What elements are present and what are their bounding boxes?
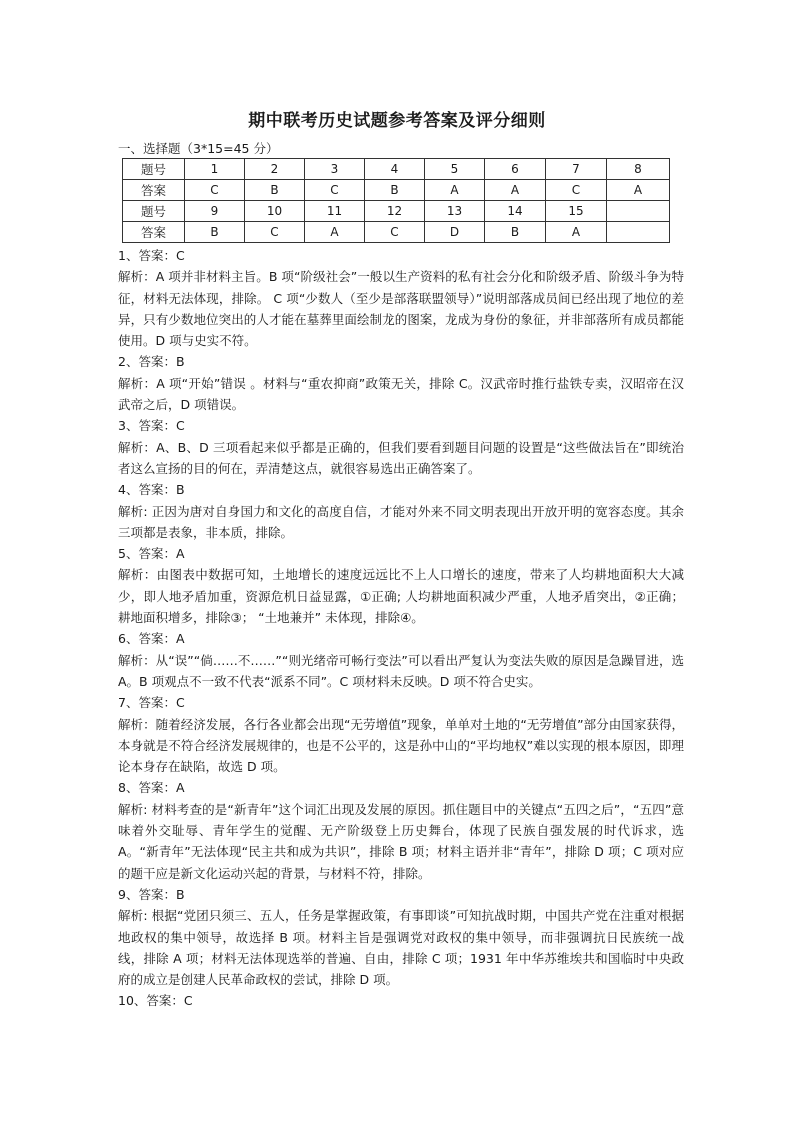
explanation-paragraph: 解析：由图表中数据可知，土地增长的速度远远比不上人口增长的速度，带来了人均耕地面积大大减少，即人地矛盾加重，资源危机日益显露，①正确; 人均耕地面积减少严重，人地矛盾突出，②正确；耕地面积增多，排除③； “土地兼并” 未体现，排除④。 [118,567,684,626]
table-cell: 12 [365,201,425,222]
table-cell: C [185,180,245,201]
table-cell: B [365,180,425,201]
table-cell: 8 [607,159,670,180]
table-cell: B [485,222,546,243]
table-cell: 4 [365,159,425,180]
table-row [123,180,670,201]
explanation-paragraph: 解析：A 项并非材料主旨。B 项“阶级社会”一般以生产资料的私有社会分化和阶级矛盾、阶级斗争为特征，材料无法体现，排除。 C 项“少数人（至少是部落联盟领导）”说明部落成员间已经出现了地位的差异，只有少数地位突出的人才能在墓葬里面绘制龙的图案，龙成为身份的象征，并非部落所有成员都能使用。D 项与史实不符。 [118,269,684,349]
answer-line: 9、答案：B [118,886,185,902]
table-row-header: 题号 [123,201,185,222]
table-cell: 9 [185,201,245,222]
table-cell: A [546,222,607,243]
table-cell: A [607,180,670,201]
explanation-paragraph: 解析：随着经济发展，各行各业都会出现“无劳增值”现象，单单对土地的“无劳增值”部分由国家获得，本身就是不符合经济发展规律的，也是不公平的，这是孙中山的“平均地权”难以实现的根本原因，即理论本身存在缺陷，故选 D 项。 [118,716,684,775]
section-heading: 一、选择题（3*15=45 分） [118,141,279,156]
table-cell: 1 [185,159,245,180]
table-cell [607,222,670,243]
table-cell: 10 [245,201,305,222]
answer-line: 4、答案：B [118,482,185,498]
table-cell: C [245,222,305,243]
table-cell: 5 [425,159,485,180]
explanation-paragraph: 解析: 正因为唐对自身国力和文化的高度自信，才能对外来不同文明表现出开放开明的宽容态度。其余三项都是表象，非本质，排除。 [118,503,684,540]
table-cell: A [305,222,365,243]
table-cell: B [245,180,305,201]
table-row-header: 题号 [123,159,185,180]
table-cell: 14 [485,201,546,222]
table-cell [607,201,670,222]
answer-line: 7、答案：C [118,695,185,711]
explanation-paragraph: 解析：A 项“开始”错误 。材料与“重农抑商”政策无关，排除 C。汉武帝时推行盐铁专卖，汉昭帝在汉武帝之后，D 项错误。 [118,375,684,413]
table-cell: 15 [546,201,607,222]
table-cell: C [546,180,607,201]
table-cell: A [485,180,546,201]
answer-explanations [118,245,684,1012]
table-cell: C [365,222,425,243]
table-cell: C [305,180,365,201]
explanation-paragraph: 解析：从“误”“倘……不……”“则光绪帝可畅行变法”可以看出严复认为变法失败的原因是急躁冒进，选 A。B 项观点不一致不代表“派系不同”。C 项材料未反映。D 项不符合史实。 [118,652,684,689]
table-cell: 13 [425,201,485,222]
page-title: 期中联考历史试题参考答案及评分细则 [248,111,546,131]
table-row [123,159,670,180]
answer-line: 8、答案：A [118,780,185,796]
table-cell: 6 [485,159,546,180]
table-cell: A [425,180,485,201]
table-cell: 7 [546,159,607,180]
answer-line: 3、答案：C [118,418,185,434]
table-cell: 3 [305,159,365,180]
table-row-header: 答案 [123,222,185,243]
answer-key-table [122,158,670,243]
table-row [123,201,670,222]
table-cell: 11 [305,201,365,222]
table-cell: D [425,222,485,243]
answer-line: 2、答案：B [118,354,185,370]
explanation-paragraph: 解析: 根据“党团只须三、五人，任务是掌握政策，有事即谈”可知抗战时期，中国共产党在注重对根据地政权的集中领导，故选择 B 项。材料主旨是强调党对政权的集中领导，而非强调抗日民族统一战线，排除 A 项；材料无法体现选举的普遍、自由，排除 C 项；1931 年中华苏维埃共和国临时中央政府的成立是创建人民革命政权的尝试，排除 D 项。 [118,908,684,988]
table-row [123,222,670,243]
answer-line: 1、答案：C [118,248,185,263]
explanation-paragraph: 解析：A、B、D 三项看起来似乎都是正确的，但我们要看到题目问题的设置是“这些做法旨在”即统治者这么宣扬的目的何在，弄清楚这点，就很容易选出正确答案了。 [118,439,684,476]
table-cell: 2 [245,159,305,180]
explanation-paragraph: 解析: 材料考查的是“新青年”这个词汇出现及发展的原因。抓住题目中的关键点“五四之后”，“五四”意味着外交耻辱、青年学生的觉醒、无产阶级登上历史舞台，体现了民族自强发展的时代诉求，选 A。“新青年”无法体现“民主共和成为共识”，排除 B 项；材料主语并非“青年”，排除 D 项；C 项对应的题干应是新文化运动兴起的背景，与材料不符，排除。 [118,801,684,881]
answer-line: 10、答案：C [118,993,193,1009]
answer-line: 6、答案：A [118,631,185,647]
answer-line: 5、答案：A [118,546,185,562]
table-row-header: 答案 [123,180,185,201]
table-cell: B [185,222,245,243]
